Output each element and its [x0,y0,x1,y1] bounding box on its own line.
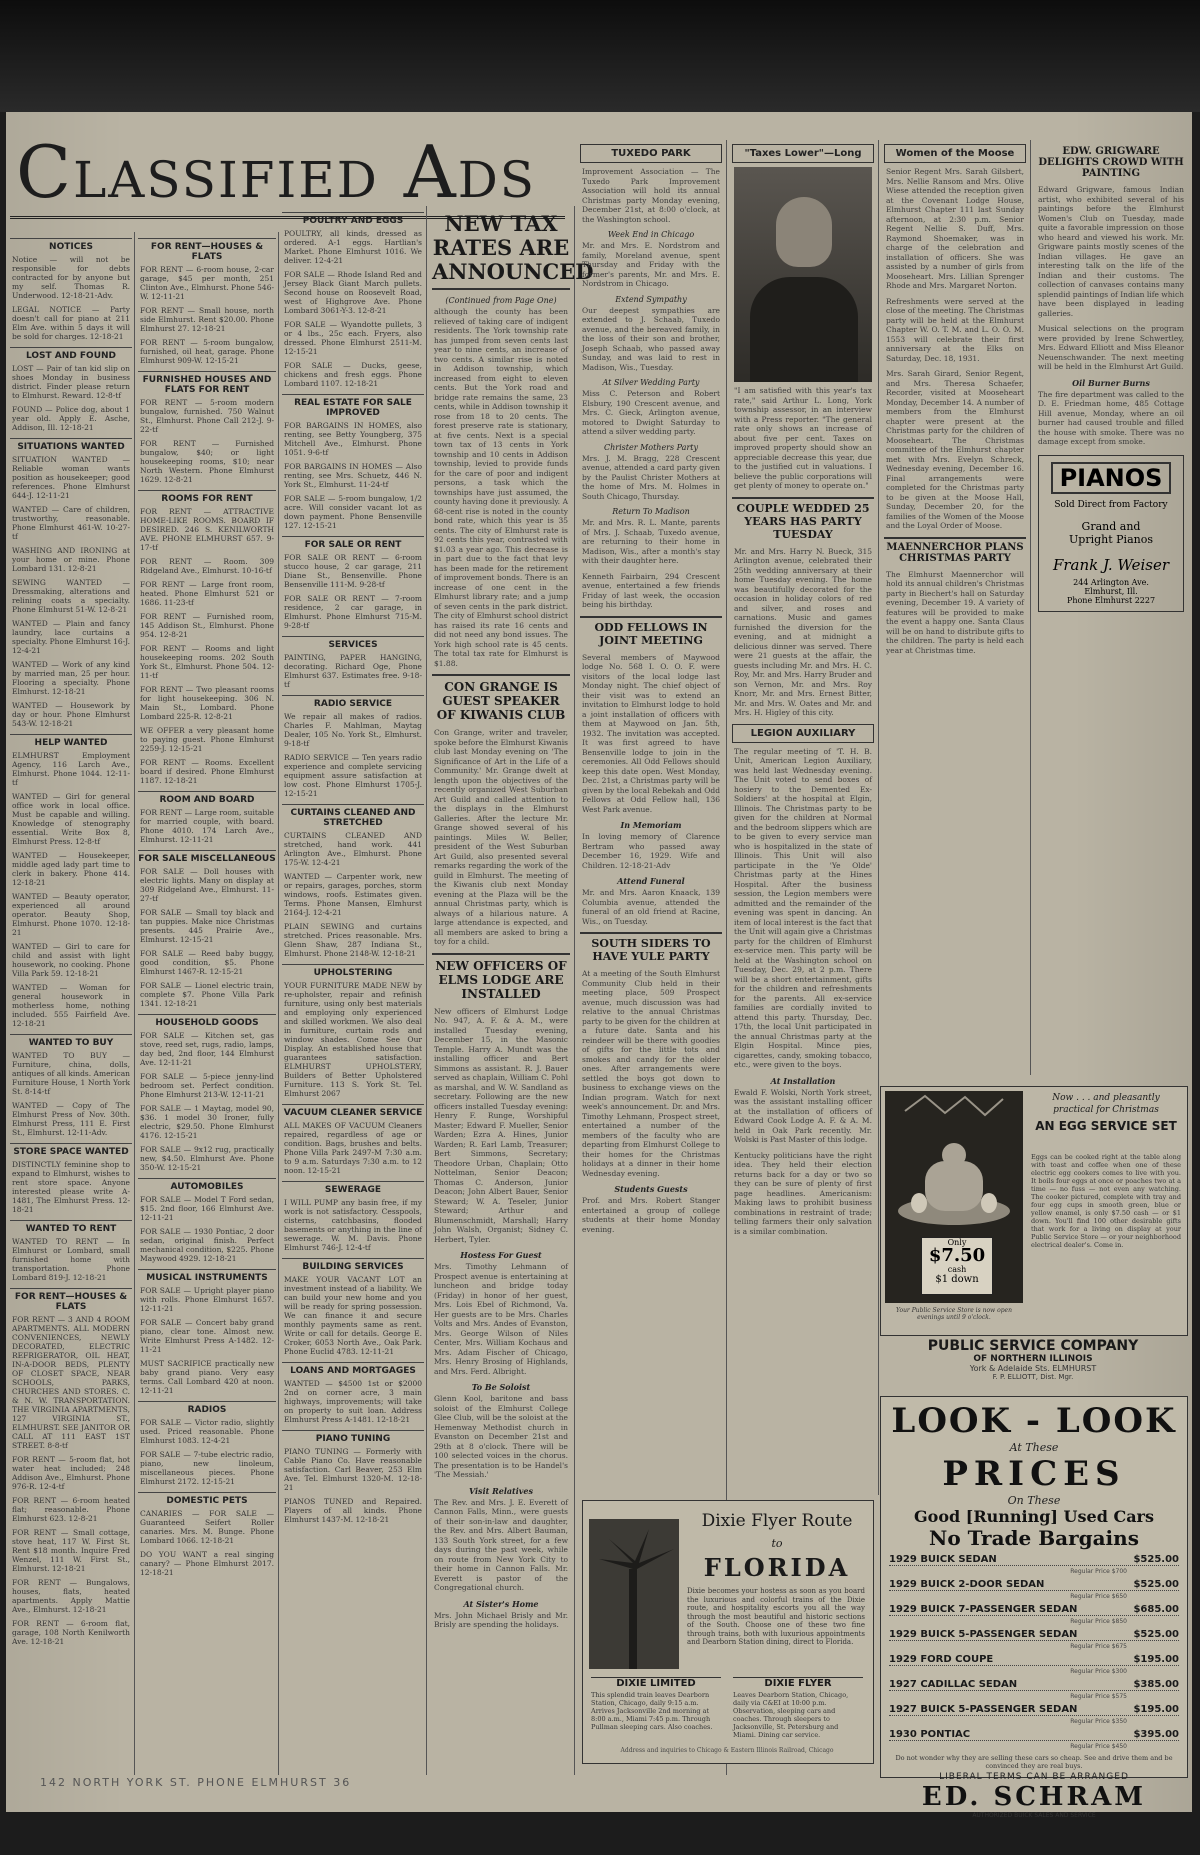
classified-ad: WANTED — Girl to care for child and assist with light housework, no cooking. Phone Villa Park 59. 12-18-21 [12,942,130,978]
car-name: 1929 BUICK 5-PASSENGER SEDAN [889,1629,1078,1640]
section-heading: FOR RENT—HOUSES & FLATS [10,1288,132,1312]
women-moose-body-1: Senior Regent Mrs. Sarah Gilsbert, Mrs. Nellie Ransom and Mrs. Olive Wiese attended the reception given at the Covenant Lodge House, Elmhurst Chapter 111 last Sunday afternoon, at 2:30 p.m. Senior Regent Nellie S. Duff, Mrs. Raymond Shoemaker, was in charge of the celebration and installation of officers. She was assisted by a number of girls from Mooseheart. Mrs. Lillian Sprenger Rhode and Mrs. Margaret Norton. [886,167,1024,290]
sister-home-headline: At Sister's Home [463,1598,539,1609]
pianos-ad [1038,455,1184,612]
classified-ad: WANTED — Beauty operator, experienced all around operator. Beauty Shop, Elmhurst. Phone 1070. 12-18-21 [12,892,130,937]
funeral-body: Mr. and Mrs. Aaron Knaack, 139 Columbia avenue, attended the funeral of an old friend at Racine, Wis., on Tuesday. [582,888,720,926]
at-these: At These [1009,1441,1059,1454]
car-price: $525.00 [1133,1554,1179,1565]
dixie-headline: Dixie Flyer Route [701,1511,853,1531]
classified-ad: WANTED — Work of any kind by married man, 25 per hour. Flooring a specialty. Phone Elmhurst. 12-18-21 [12,660,130,696]
oil-burner-headline: Oil Burner Burns [1072,377,1150,388]
maennerchor-body: The Elmhurst Maennerchor will hold its annual children's Christmas party in Biechert's hall on Saturday evening, December 19. A variety of features will be provided to make the event a happy one. Santa Claus will be on hand to distribute gifts to the children. The party is held each year at Christmas time. [886,569,1024,655]
classified-ad: POULTRY, all kinds, dressed as ordered. A-1 eggs. Hartlian's Market. Phone Elmhurst 1016. We deliver. 12-4-21 [284,229,422,265]
dealer-sub: AUTHORIZED BUICK SALES AND SERVICE [972,1812,1096,1819]
car-name: 1929 BUICK 7-PASSENGER SEDAN [889,1604,1078,1615]
classified-ad: WASHING AND IRONING at your home or mine. Phone Lombard 131. 12-8-21 [12,546,130,573]
classified-ad: FOR SALE — Concert baby grand piano, clear tone. Almost new. Write Elmhurst Press A-1482. 12-11-21 [140,1318,274,1354]
grigware-body-1: Edward Grigware, famous Indian artist, who exhibited several of his paintings before the Elmhurst Women's Club on Tuesday, made quite a favorable impression on those who heard and viewed his work. Mr. Grigware paints mostly scenes of the Indian villages. He gave an interesting talk on the life of the Indian and their customs. The collection of canvases contains many splendid paintings of Indian life which have been displayed in leading galleries. [1038,185,1184,318]
section-heading: ROOMS FOR RENT [138,490,276,504]
section-heading: FOR SALE MISCELLANEOUS [138,850,276,864]
classified-ad: FOR RENT — Bungalows, houses, flats, heated apartments. Apply Mattie Ave., Elmhurst. 12-18-21 [12,1578,130,1614]
tuxedo-body-5: Mrs. J. M. Bragg, 228 Crescent avenue, attended a card party given by the Paulist Christer Mothers at the home of Mrs. M. Holmes in South Chicago, Thursday. [582,453,720,501]
car-regular-price: Regular Price $300 [1070,1668,1127,1675]
pianos-body: Grand and Upright Pianos [1069,519,1153,546]
company-manager: F. P. ELLIOTT, Dist. Mgr. [992,1373,1074,1381]
classified-ad: FOR RENT — 6-room heated flat; reasonable. Phone Elmhurst 623. 12-8-21 [12,1496,130,1523]
section-heading: SERVICES [282,636,424,650]
continued-note: (Continued from Page One) [445,296,557,305]
tuxedo-body-7: Kenneth Fairbairn, 294 Crescent avenue, entertained a few friends Friday of last week, the occasion being his birthday. [582,571,720,609]
pianos-city: Elmhurst, Ill. [1084,586,1138,596]
price-tag [921,1237,993,1295]
dealer-name: ED. SCHRAM [921,1782,1147,1812]
elms-lodge-body: New officers of Elmhurst Lodge No. 947, A. F. & A. M., were installed Tuesday evening, December 15, in the Masonic Temple. Harry A. Mundt was the installing officer and Bert Simmons as assistant. R. J. Bauer served as chaplain, William C. Pohl as marshal, and W. W. Sandland as secretary. Following are the new officers installed Tuesday evening: Henry F. Runge, Worshipful Master; Edward F. Mueller, Senior Warden; Ezra A. Hines, Junior Warden; R. Earl Lamb, Treasurer; Bert Simmons, Secretary; Theodore Urban, Chaplain; Otto Nottelman, Senior Deacon; Thomas C. Anderson, Junior Deacon; John Albert Bauer, Senior Steward; W. A. Teseler, Junior Steward; Arthur and Blumenschmidt, Marshall; Harry John Walsh, Organist; Sidney C. Herbert, Tyler. [434,1006,568,1244]
car-regular-price: Regular Price $850 [1070,1618,1127,1625]
car-price: $525.00 [1133,1579,1179,1590]
car-listing [889,1554,1179,1566]
car-listing [889,1629,1179,1641]
sister-home-body: Mrs. John Michael Brisly and Mr. Brisly are spending the holidays. [434,1610,568,1629]
dixie-body: Dixie becomes your hostess as soon as you board the luxurious and colorful trains of the Dixie route, and hospitality escorts you all the way through the most beautiful and historic sections of the South. Choose one of these two fine through trains, both with luxurious appointments and Dearborn Station dining, direct to Florida. [687,1587,865,1646]
filler-body: Kentucky politicians have the right idea. They held their election returns back for a day or two so they can be sure of plenty of first page headlines. Americanism: Making laws to prohibit business combinations in restraint of trade; telling farmers their only salvation is a similar combination. [734,1150,872,1236]
classified-ad: FOR SALE — Wyandotte pullets, 3 or 4 lbs., 25c each. Fryers, also dressed. Phone Elmhurst 2511-M. 12-15-21 [284,320,422,356]
classified-ad: WANTED — Carpenter work, new or repairs, garages, porches, storm windows, roofs. Estimates given. Terms. Phone Mansen, Elmhurst 2164-J. 12-4-21 [284,872,422,917]
car-regular-price: Regular Price $450 [1070,1743,1127,1750]
section-heading: ROOM AND BOARD [138,791,276,805]
classified-column-1 [8,232,135,1775]
classified-ad: PIANO TUNING — Formerly with Cable Piano Co. Have reasonable satisfaction. Carl Beaver, 253 Elm Ave. Tel. Elmhurst 1320-M. 12-18-21 [284,1447,422,1492]
tuxedo-sub-6: Return To Madison [612,507,690,516]
classified-ad: FOR RENT — 5-room modern bungalow, furnished. 750 Walnut St., Elmhurst. Phone Call 212-J. 9-22-tf [140,398,274,434]
tuxedo-body-1: Improvement Association — The Tuxedo Park Improvement Association will hold its annual Christmas party Monday evening, December 21st, at 8:00 o'clock, at the Washington school. [582,167,720,224]
classified-ad: FOR SALE — Rhode Island Red and Jersey Black Giant March pullets. Second house on Roosevelt Road, west of Highgrove Ave. Phone Lombard 3061-Y-3. 12-8-21 [284,270,422,315]
car-name: 1929 BUICK SEDAN [889,1554,997,1565]
elms-lodge-headline: NEW OFFICERS OF ELMS LODGE ARE INSTALLED [432,953,570,1001]
classified-ad: PIANOS TUNED and Repaired. Players of all kinds. Phone Elmhurst 1437-M. 12-18-21 [284,1497,422,1524]
classified-ad: FOR SALE — Lionel electric train, complete $7. Phone Villa Park 1341. 12-18-21 [140,981,274,1008]
news-column-taxes-lower [728,140,879,1495]
car-price: $525.00 [1133,1629,1179,1640]
portrait-photo [734,167,872,382]
egg-ad-headline: AN EGG SERVICE SET [1035,1119,1177,1133]
car-regular-price: Regular Price $700 [1070,1568,1127,1575]
oil-burner-body: The fire department was called to the D. E. Friedman home, 485 Cottage Hill avenue, Monday, where an oil burner had caused trouble and filled the house with smoke. There was no damage except from smoke. [1038,389,1184,446]
car-price: $195.00 [1133,1654,1179,1665]
classified-ad: FOR SALE — Upright player piano with rolls. Phone Elmhurst 1657. 12-11-21 [140,1286,274,1313]
section-heading: CURTAINS CLEANED AND STRETCHED [282,804,424,828]
legion-auxiliary-headline: LEGION AUXILIARY [732,724,874,743]
car-price: $685.00 [1133,1604,1179,1615]
classified-ad: FOR SALE — Doll houses with electric lights. Many on display at 309 Ridgeland Ave., Elmhurst. 11-27-tf [140,867,274,903]
car-price: $195.00 [1133,1704,1179,1715]
classified-ad: WANTED — $4500 1st or $2000 2nd on corner acre, 3 main highways, improvements; will take on property to suit loan. Address Elmhurst Press A-1481. 12-18-21 [284,1379,422,1424]
classified-ad: FOR SALE — 5-room bungalow, 1/2 acre. Will consider vacant lot as down payment. Phone Bensenville 127. 12-15-21 [284,494,422,530]
classified-ad: FOR SALE — Kitchen set, gas stove, reed set, rugs, radio, lamps, day bed, 2nd floor, 144 Elmhurst Ave. 12-11-21 [140,1031,274,1067]
section-heading: PIANO TUNING [282,1430,424,1444]
classified-ad: FOR SALE — 9x12 rug, practically new, $4.50. Elmhurst Ave. Phone 350-W. 12-15-21 [140,1145,274,1172]
public-service-company [880,1338,1186,1381]
car-name: 1927 CADILLAC SEDAN [889,1679,1018,1690]
women-moose-headline: Women of the Moose [884,144,1026,163]
section-heading: REAL ESTATE FOR SALE IMPROVED [282,394,424,418]
car-listing [889,1604,1179,1616]
classified-ad: MAKE YOUR VACANT LOT an investment instead of a liability. We can build your new home and you will be ready for spring possession. We can finance it and secure monthly payments same as rent. Write or call for details. George E. Croker, 6053 North Ave., Oak Park. Phone Euclid 4783. 12-11-21 [284,1275,422,1356]
yule-party-headline: SOUTH SIDERS TO HAVE YULE PARTY [580,932,722,963]
egg-service-ad [880,1086,1188,1336]
section-heading: UPHOLSTERING [282,964,424,978]
car-price: $385.00 [1133,1679,1179,1690]
classified-ad: RADIO SERVICE — Ten years radio experience and complete servicing equipment assure satisfaction at low cost. Phone Elmhurst 1705-J. 12-15-21 [284,753,422,798]
soloist-headline: To Be Soloist [471,1382,531,1392]
classified-ad: WANTED — Care of children, trustworthy, reasonable. Phone Elmhurst 461-W. 10-27-tf [12,505,130,541]
car-name: 1929 FORD COUPE [889,1654,994,1665]
classified-ad: FOR RENT — Furnished room, 145 Addison St., Elmhurst. Phone 954. 12-8-21 [140,612,274,639]
classified-ad: FOR SALE — 1 Maytag, model 90, $36. 1 model 30 Ironer, fully electric, $29.50. Phone Elmhurst 4176. 12-15-21 [140,1104,274,1140]
section-heading: LOST AND FOUND [10,347,132,361]
car-name: 1929 BUICK 2-DOOR SEDAN [889,1579,1045,1590]
egg-ad-tagline-2: practical for Christmas [1053,1105,1159,1115]
car-regular-price: Regular Price $650 [1070,1593,1127,1600]
installation-headline: At Installation [770,1075,836,1086]
classified-ad: WANTED TO RENT — In Elmhurst or Lombard, small furnished home with transportation. Phone Lombard 819-J. 12-18-21 [12,1237,130,1282]
classified-ad: SEWING WANTED — Dressmaking, alterations and relining coats a specialty. Phone Elmhurst 51-W. 12-8-21 [12,578,130,614]
classified-ad: SITUATION WANTED — Reliable woman wants position as housekeeper; good references. Phone Elmhurst 644-J. 12-11-21 [12,455,130,500]
classified-ad: FOR RENT — Two pleasant rooms for light housekeeping. 306 N. Main St., Lombard. Phone Lombard 225-R. 12-8-21 [140,685,274,721]
tuxedo-body-2: Mr. and Mrs. E. Nordstrom and family, Moreland avenue, spent Thursday and Friday with the former's parents, Mr. and Mrs. E. Nordstrom in Chicago. [582,241,720,288]
classified-ad: FOR BARGAINS IN HOMES — Also renting, see Mrs. Schuetz, 446 N. York St., Elmhurst. 11-24-tf [284,462,422,489]
classified-ad: FOR RENT — 6-room house, 2-car garage, $45 per month, 251 Clinton Ave., Elmhurst. Phone 546-W. 12-11-21 [140,265,274,301]
pianos-phone: Phone Elmhurst 2227 [1066,595,1156,605]
no-trade-bargains: No Trade Bargains [929,1526,1139,1550]
yule-party-body: At a meeting of the South Elmhurst Community Club held in their meeting place, 509 Prospect avenue, much discussion was had relative to the annual Christmas party to be given for the children at a future date. Santa and his reindeer will be there with goodies of gifts for the little tots and smokes and candy for the older ones. After arrangements were settled the boys got down to business to exchange views on the Indian program. Watch for next week's announcement. Dr. and Mrs. Timothy Lehmann, Prospect street, entertained a number of the members of the faculty who are departing from Elmhurst College to their homes for the Christmas holidays at a dinner in their home Wednesday evening. [582,969,720,1178]
on-these: On These [1007,1494,1061,1507]
tuxedo-sub-5: Christer Mothers Party [603,442,698,452]
classified-ad: FOR RENT — 5-room bungalow, furnished, oil heat, garage. Phone Elmhurst 909-W. 12-15-21 [140,338,274,365]
classified-ad: PLAIN SEWING and curtains stretched. Prices reasonable. Mrs. Glenn Shaw, 287 Indiana St., Elmhurst. Phone 2148-W. 12-18-21 [284,922,422,958]
maennerchor-headline: MAENNERCHOR PLANS CHRISTMAS PARTY [884,537,1026,564]
section-heading: BUILDING SERVICES [282,1258,424,1272]
section-heading: LOANS AND MORTGAGES [282,1362,424,1376]
dixie-limited-title: DIXIE LIMITED [591,1677,721,1689]
palm-tree-icon [589,1519,679,1669]
classified-ad: WANTED — Copy of The Elmhurst Press of Nov. 30th. Elmhurst Press, 111 E. First St., Elmhurst. 12-11-Adv. [12,1101,130,1137]
look-headline: LOOK - LOOK [891,1401,1177,1441]
egg-ad-tagline-1: Now . . . and pleasantly [1052,1093,1160,1103]
section-heading: FOR SALE OR RENT [282,536,424,550]
classified-ad: WANTED — Housekeeper, middle aged lady part time to clerk in bakery. Phone 414. 12-18-21 [12,851,130,887]
classified-ad: FOR SALE — Victor radio, slightly used. Priced reasonable. Phone Elmhurst 1083. 12-4-21 [140,1418,274,1445]
cars-note: Do not wonder why they are selling these cars so cheap. See and drive them and be convinced they are real buys. [895,1754,1173,1770]
memoriam-headline: In Memoriam [620,820,682,830]
tax-rates-headline: NEW TAX RATES ARE ANNOUNCED [432,212,570,290]
classified-ad: FOR RENT — Large front room, heated. Phone Elmhurst 521 or 1686. 11-23-tf [140,580,274,607]
funeral-headline: Attend Funeral [617,876,685,886]
price-cash: cash [947,1265,967,1274]
classified-ad: FOR RENT — Rooms. Excellent board if desired. Phone Elmhurst 1187. 12-18-21 [140,758,274,785]
classified-ad: YOUR FURNITURE MADE NEW by re-upholster, repair and refinish furniture, using only best materials and employing only experienced and skilled workmen. We also deal in furniture, curtain rods and window shades. Come See Our Display. An established house that guarantees satisfaction. ELMHURST UPHOLSTERY, Builders of Better Upholstered Furniture. 113 S. York St. Tel. Elmhurst 2067 [284,981,422,1098]
portrait-suit [750,277,858,382]
tuxedo-sub-3: Extend Sympathy [615,294,687,304]
classified-ad: FOR RENT — Small house, north side Elmhurst. Rent $20.00. Phone Elmhurst 27. 12-18-21 [140,306,274,333]
dixie-flyer-ad [582,1500,874,1764]
tuxedo-body-6: Mr. and Mrs. R. L. Mante, parents of Mrs. J. Schaab, Tuxedo avenue, are returning to their home in Madison, Wis., after a month's stay with their daughter here. [582,518,720,565]
section-heading: FOR RENT—HOUSES & FLATS [138,238,276,262]
classified-ad: CANARIES — FOR SALE — Guaranteed Seifert Roller canaries. Mrs. M. Bunge. Phone Lombard 1066. 12-18-21 [140,1509,274,1545]
women-moose-body-3: Mrs. Sarah Girard, Senior Regent, and Mrs. Theresa Schaefer, Recorder, visited at Mooseheart Monday, December 14. A number of members from the Elmhurst chapter were present at the Christmas party for the children of Mooseheart. The Christmas committee of the Elmhurst chapter met with Mrs. Evelyn Schreck, Wednesday evening, December 16. Final arrangements were completed for the Christmas party to be given at the Moose Hall, Sunday, December 20, for the families of the Women of the Moose and the Loyal Order of Moose. [886,369,1024,530]
taxes-lower-caption-title: "Taxes Lower"—Long [732,144,874,163]
section-heading: DOMESTIC PETS [138,1492,276,1506]
classified-ad: FOR SALE — 1930 Pontiac, 2 door sedan, original finish. Perfect mechanical condition, $225. Phone Maywood 4929. 12-18-21 [140,1227,274,1263]
section-heading: WANTED TO BUY [10,1034,132,1048]
classified-ad: FOR RENT — ATTRACTIVE HOME-LIKE ROOMS. BOARD IF DESIRED. 246 S. KENILWORTH AVE. PHONE ELMHURST 657. 9-17-tf [140,507,274,552]
section-heading: HELP WANTED [10,734,132,748]
classified-ad: FOR SALE — Model T Ford sedan, $15. 2nd floor, 166 Elmhurst Ave. 12-11-21 [140,1195,274,1222]
women-moose-body-2: Refreshments were served at the close of the meeting. The Christmas party will be held at the Elmhurst Chapter W. O. T. M. and L. O. O. M. 1553 will celebrate their first anniversary at the Elks on Saturday, Dec. 18, 1931. [886,296,1024,363]
car-listing [889,1579,1179,1591]
classified-ad: FOR SALE OR RENT — 7-room residence, 2 car garage, in Elmhurst. Phone Elmhurst 715-M. 9-28-tf [284,594,422,630]
section-heading: STORE SPACE WANTED [10,1143,132,1157]
dixie-limited-body: This splendid train leaves Dearborn Station, Chicago, daily 9:15 a.m. Arrives Jacksonville 2nd morning at 8:00 a.m., Miami 7:45 p.m. Through Pullman sleeping cars. Also coaches. [591,1691,713,1731]
section-heading: SEWERAGE [282,1181,424,1195]
dixie-to: to [771,1537,783,1550]
car-list [881,1554,1187,1750]
prices-headline: PRICES [942,1454,1126,1494]
tuxedo-body-4: Miss C. Peterson and Robert Elsbury, 190 Crescent avenue, and Mrs. C. Gieck, Arlington avenue, motored to Dwight Saturday to attend a silver wedding party. [582,389,720,436]
classified-ad: FOR SALE — 7-tube electric radio, piano, new linoleum, miscellaneous pieces. Phone Elmhurst 2172. 12-15-21 [140,1450,274,1486]
relatives-body: The Rev. and Mrs. J. E. Everett of Cannon Falls, Minn., were guests of their son-in-law and daughter, the Rev. and Mrs. Albert Bauman, 133 South York street, for a few days during the past week, while on route from New York City to their home in Cannon Falls. Mr. Everett is pastor of the Congregational church. [434,1497,568,1592]
classified-ad: FOR RENT — Room. 309 Ridgeland Ave., Elmhurst. 10-16-tf [140,557,274,575]
section-heading: POULTRY AND EGGS [282,212,424,226]
tax-rates-body: although the county has been relieved of taking care of indigent residents. The York township rate has jumped from seven cents last year to nine cents, an increase of two cents. A similar rise is noted in Addison township, which increased from eight to eleven cents. But the York road and bridge rate remains the same, 23 cents, while in Addison township it rose from 18 to 20 cents. The forest preserve rate is stationary, at five cents. Next is a special town tax of 13 cents in York township and 10 cents in Addison township, levied to provide funds for the care of poor and indigent persons, a task which the townships have just assumed, the county having done it previously. A 68-cent rise is noted in the county bond rate, which this year is 35 cents. The city of Elmhurst rate is 92 cents this year, contrasted with $1.03 a year ago. This decrease is in part due to the fact that levy has been made for the retirement of improvement bonds. There is an increase of one cent in the Elmhurst library rate; and a jump of seven cents in the park district. The city of Elmhurst school district has raised its rate 16 cents and did not need any bond issues. The York high school rate is 45 cents. The total tax rate for Elmhurst is $1.88. [434,307,568,668]
relatives-headline: Visit Relatives [468,1485,534,1496]
classified-ad: LOST — Pair of tan kid slip on shoes Monday in business district. Finder please return to Elmhurst. Reward. 12-8-tf [12,364,130,400]
palm-tree-illustration [589,1519,679,1669]
classified-ad: WANTED — Plain and fancy laundry, lace curtains a specialty. Phone Elmhurst 16-J. 12-4-21 [12,619,130,655]
couple-wedded-body: Mr. and Mrs. Harry N. Bueck, 315 Arlington avenue, celebrated their 25th wedding anniversary at their home Tuesday evening. The home was beautifully decorated for the occasion in holiday colors of red and silver, and roses and carnations. Music and games furnished the diversion for the evening, and at midnight a delicious dinner was served. There were 21 guests at the affair, the guests including Mr. and Mrs. H. C. Roy, Mr. and Mrs. Harry Bruder and son Vernon, Mr. and Mrs. Roy Knorr, Mr. and Mrs. Ernest Bitter, Mr. and Mrs. W. Oates and Mr. and Mrs. H. Higley of this city. [734,546,872,717]
section-heading: NOTICES [10,238,132,252]
kiwanis-headline: CON GRANGE IS GUEST SPEAKER OF KIWANIS CLUB [432,674,570,722]
car-regular-price: Regular Price $575 [1070,1693,1127,1700]
section-heading: FURNISHED HOUSES AND FLATS FOR RENT [138,371,276,395]
car-name: 1927 BUICK 5-PASSENGER SEDAN [889,1704,1078,1715]
dixie-destination: FLORIDA [703,1553,851,1582]
grigware-body-2: Musical selections on the program were provided by Irene Schwertley, Mrs. Edward Elliott and Miss Eleanor Neuenschwander. The next meeting will be held in the Elmhurst Art Guild. [1038,324,1184,371]
classified-column-3 [280,206,427,1775]
car-name: 1930 PONTIAC [889,1729,971,1740]
classified-ad: FOUND — Police dog, about 1 year old. Apply E. Asche, Addison, Ill. 12-18-21 [12,405,130,432]
classified-ad: FOR RENT — 3 AND 4 ROOM APARTMENTS. ALL MODERN CONVENIENCES, NEWLY DECORATED, ELECTRIC REFRIGERATOR, OIL HEAT, IN-A-DOOR BEDS, PLENTY OF CLOSET SPACE, NEAR SCHOOLS, PARKS, CHURCHES AND STORES. C. & N. W. TRANSPORTATION. THE VIRGINIA APARTMENTS, 127 VIRGINIA ST., ELMHURST. SEE JANITOR OR CALL AT 111 EAST 1ST STREET. 8-8-tf [12,1315,130,1450]
couple-wedded-headline: COUPLE WEDDED 25 YEARS HAS PARTY TUESDAY [732,497,874,541]
company-region: OF NORTHERN ILLINOIS [973,1354,1093,1364]
classified-ad: WE OFFER a very pleasant home to paying guest. Phone Elmhurst 2259-J. 12-15-21 [140,726,274,753]
students-headline: Students Guests [614,1184,688,1194]
price-only: Only [947,1238,967,1247]
hostess-body: Mrs. Timothy Lehmann of Prospect avenue is entertaining at luncheon and bridge today (Friday) in honor of her guest, Mrs. Lois Ebel of Richmond, Va. Her guests are to be Mrs. Charles Volts and Mrs. Andes of Evanston, Mrs. George Wilson of Niles Center, Mrs. William Kochaus and Mrs. Adam Fischer of Chicago, Mrs. Henry Brosing of Highlands, and Mrs. Ferd. Albright. [434,1262,568,1376]
classified-ad: FOR SALE — 5-piece jenny-lind bedroom set. Perfect condition. Phone Elmhurst 213-W. 12-11-21 [140,1072,274,1099]
classified-ad: ELMHURST Employment Agency, 116 Larch Ave., Elmhurst. Phone 1044. 12-11-tf [12,751,130,787]
tuxedo-sub-4: At Silver Wedding Party [602,378,700,387]
memoriam-body: In loving memory of Clarence Bertram who passed away December 16, 1929. Wife and Children. 12-18-21-Adv [582,832,720,870]
students-body: Prof. and Mrs. Robert Stanger entertained a group of college students at their home Monday evening. [582,1196,720,1234]
good-used-cars: Good [Running] Used Cars [913,1507,1154,1526]
section-heading: RADIO SERVICE [282,695,424,709]
section-heading: WANTED TO RENT [10,1220,132,1234]
soloist-body: Glenn Kool, baritone and bass soloist of the Elmhurst College Glee Club, will be the soloist at the Hemenway Methodist church in Evanston on December 21st and 29th at 8 o'clock. There will be 100 selected voices in the chorus. The presentation is to be Handel's 'The Messiah.' [434,1394,568,1479]
kiwanis-body: Con Grange, writer and traveler, spoke before the Elmhurst Kiwanis club last Monday evening on 'The Significance of Art in the Life of a Community.' Mr. Grange dwelt at length upon the objectives of the recently organized West Suburban Art Guild and called attention to the displays in the Elmhurst Galleries. After the lecture Mr. Grange showed several of his paintings. Miles W. Beller, president of the West Suburban Art Guild, also presented several remarks regarding the work of the guild in Elmhurst. The meeting of the Kiwanis club next Monday evening at the Plaza will be the annual Christmas party, which is always of a hilarious nature. A large attendance is expected, and all members are asked to bring a toy for a child. [434,728,568,946]
classified-ad: WANTED — Girl for general office work in local office. Must be capable and willing. Knowledge of stenography essential. Write Box 8, Elmhurst Press. 12-8-tf [12,792,130,846]
car-regular-price: Regular Price $675 [1070,1643,1127,1650]
banner-title: Classified Ads [16,130,537,214]
classified-ad: PAINTING, PAPER HANGING, decorating. Richard Oge, Phone Elmhurst 637. Estimates free. 9-18-tf [284,653,422,689]
news-column-tax-rates [428,206,594,1775]
section-heading: VACUUM CLEANER SERVICE [282,1104,424,1118]
classified-ad: FOR RENT — Small cottage, stove heat, 117 W. First St. Rent $18 month. Inquire Fred Wenzel, 111 W. First St., Elmhurst. 12-18-21 [12,1528,130,1573]
classified-ad: FOR RENT — 5-room flat, hot water heat included; 248 Addison Ave., Elmhurst. Phone 976-R. 12-4-tf [12,1455,130,1491]
car-listing [889,1654,1179,1666]
tuxedo-body-3: Our deepest sympathies are extended to J. Schaab, Tuxedo avenue, and the bereaved family, in the loss of their son and brother, Joseph Schaab, who passed away Sunday, and was laid to rest in Madison, Wis., Tuesday. [582,305,720,372]
egg-ad-body: Eggs can be cooked right at the table along with toast and coffee when one of these electric egg cookers comes to live with you. It boils four eggs at once or poaches two at a time — no fuss — not even any watching. The cooker pictured, complete with tray and four egg cups in smooth green, blue or yellow enamel, is only $7.50 cash — or $1 down. You'll find 100 other desirable gifts that work for a living on display at your Public Service Store — or your neighborhood electrical dealer's. Come in. [1031,1153,1181,1249]
hostess-headline: Hostess For Guest [460,1250,542,1260]
classified-ad: We repair all makes of radios. Charles F. Mahlman, Maytag Dealer, 105 No. York St., Elmhurst. 9-18-tf [284,712,422,748]
news-column-grigware [1032,140,1190,1075]
classified-ad: FOR SALE — Ducks, geese, chickens and fresh eggs. Phone Lombard 1107. 12-18-21 [284,361,422,388]
classified-ad: Notice — will not be responsible for debts contracted for by anyone but my self. Thomas R. Underwood. 12-18-21-Adv. [12,255,130,300]
classified-column-2 [136,232,279,1775]
company-address: York & Adelaide Sts. ELMHURST [969,1364,1097,1373]
page-footer: 142 NORTH YORK ST. PHONE ELMHURST 36 [40,1776,352,1789]
classified-ad: FOR RENT — Large room, suitable for married couple, with board. Phone 4010. 174 Larch Ave., Elmhurst. 12-11-21 [140,808,274,844]
classified-ad: CURTAINS CLEANED AND stretched, hand work. 441 Arlington Ave., Elmhurst. Phone 175-W. 12-4-21 [284,831,422,867]
dixie-flyer-title: DIXIE FLYER [733,1677,863,1689]
price-value: $7.50 [928,1245,986,1266]
section-heading: AUTOMOBILES [138,1178,276,1192]
classified-ad: FOR RENT — 6-room flat, garage, 108 North Kenilworth Ave. 12-18-21 [12,1619,130,1646]
section-heading: MUSICAL INSTRUMENTS [138,1269,276,1283]
pianos-dealer: Frank J. Weiser [1052,555,1170,574]
car-regular-price: Regular Price $350 [1070,1718,1127,1725]
classified-ad: WANTED TO BUY — Furniture, china, dolls, antiques of all kinds. American Furniture House, 1 North York St. 8-14-tf [12,1051,130,1096]
classified-ad: MUST SACRIFICE practically new baby grand piano. Very easy terms. Call Lombard 420 at noon. 12-11-21 [140,1359,274,1395]
car-listing [889,1704,1179,1716]
taxes-lower-quote: "I am satisfied with this year's tax rate," said Arthur L. Long, York township assessor, in an interview with a Press reporter. "The general rate only shows an increase of about five per cent. Taxes on improved property should show an appreciable decrease this year, due to the justified cut in valuations. I believe the public corporations will get plenty of money to operate on." [734,386,872,490]
installation-body: Ewald F. Wolski, North York street, was the assistant installing officer at the installation of officers of Edward Cook Lodge A. F. & A. M. held in Oak Park recently. Mr. Wolski is Past Master of this lodge. [734,1087,872,1144]
news-column-women-moose [880,140,1031,1075]
classified-ad: FOR SALE — Small toy black and tan puppies. Make nice Christmas presents. 445 Prairie Ave., Elmhurst. 12-15-21 [140,908,274,944]
dixie-flyer-body: Leaves Dearborn Station, Chicago, daily via C&EI at 10:00 p.m. Observation, sleeping cars and coaches. Through sleepers to Jacksonville, St. Petersburg and Miami. Dining car service. [733,1691,849,1739]
odd-fellows-body: Several members of Maywood lodge No. 568 I. O. O. F. were visitors of the local lodge last Monday night. The chief object of their visit was to extend an invitation to Elmhurst lodge to hold a joint installation of officers with them at Maywood on Jan. 5th, 1932. The invitation was accepted. It was first agreed to have Bensenville lodge to join in the ceremonies. All Odd Fellows should keep this date open. West Monday, Dec. 21st, a Christmas party will be given by the local Rebekah and Odd Fellows at Odd Fellow hall, 136 West Park avenue. [582,652,720,814]
classified-ad: ALL MAKES OF VACUUM Cleaners repaired, regardless of age or condition. Bags, brushes and belts. Phone Villa Park 2497-M 7:30 a.m. to 9 a.m. Saturdays 7:30 a.m. to 12 noon. 12-15-21 [284,1121,422,1175]
classified-ad: DO YOU WANT a real singing canary? — Phone Elmhurst 2017. 12-18-21 [140,1550,274,1577]
pianos-address: 244 Arlington Ave. [1073,577,1149,587]
dixie-footer: Address and inquiries to Chicago & Eastern Illinois Railroad, Chicago [620,1747,834,1754]
classified-ad: WANTED — Housework by day or hour. Phone Elmhurst 543-W. 12-18-21 [12,701,130,728]
tuxedo-sub-2: Week End in Chicago [607,230,695,239]
pianos-headline: PIANOS [1051,462,1171,494]
classified-ad: FOR RENT — Furnished bungalow, $40; or light housekeeping rooms, $10; near North Western. Phone Elmhurst 1629. 12-8-21 [140,439,274,484]
classified-ad: I WILL PUMP any basin free, if my work is not satisfactory. Cesspools, cisterns, catchbasins, flooded basements or anything in the line of sewerage. W. M. Davis. Phone Elmhurst 746-J. 12-4-tf [284,1198,422,1252]
price-down: $1 down [935,1274,979,1285]
cars-terms: LIBERAL TERMS CAN BE ARRANGED [939,1772,1129,1782]
legion-auxiliary-body: The regular meeting of 'T. H. B. Unit, American Legion Auxiliary, was held last Wednesday evening. The Unit voted to send boxes of hosiery to the Demented Ex-Soldiers' at the hospital at Elgin, Illinois. The Christmas party to be given for the children at Normal and the bedroom slippers which are to be given to every service man who is hospitalized in the state of Illinois. This Unit will also participate in the 'Ye Olde' Christmas party at the Hines Hospital. After the business session, the Legion members were admitted and the remainder of the evening was spent in dancing. An item of local interest is the fact that the Unit will again give a Christmas party for the children of Elmhurst ex-service men. This party will be held at the Washington school on Tuesday, Dec. 29, at 2 p.m. There will be a short entertainment, gifts for the children and refreshments for the parents. All ex-service families are cordially invited to attend this party. Thursday, Dec. 17th, the local Unit participated in the annual Christmas party at the Elgin Hospital. Mince pies, cigarettes, candy, smoking tobacco, etc., were given to the boys. [734,746,872,1069]
classified-ad: FOR SALE — Reed baby buggy, good condition, $5. Phone Elmhurst 1467-R. 12-15-21 [140,949,274,976]
section-heading: SITUATIONS WANTED [10,438,132,452]
classified-ad: DISTINCTLY feminine shop to expand to Elmhurst, wishes to rent store space. Anyone interested please write A-1481, The Elmhurst Press. 12-18-21 [12,1160,130,1214]
tuxedo-park-headline: TUXEDO PARK [580,144,722,163]
classified-ad: FOR RENT — Rooms and light housekeeping rooms. 202 South York St., Elmhurst. Phone 504. 12-11-tf [140,644,274,680]
company-name: PUBLIC SERVICE COMPANY [927,1338,1139,1354]
classified-ad: FOR SALE OR RENT — 6-room stucco house, 2 car garage, 211 Diane St., Bensenville. Phone Bensenville 111-M. 9-28-tf [284,553,422,589]
pianos-sub: Sold Direct from Factory [1054,499,1168,510]
section-heading: HOUSEHOLD GOODS [138,1014,276,1028]
used-cars-ad [880,1396,1188,1819]
classified-ad: WANTED — Woman for general housework in motherless home, nothing included. 555 Fairfield Ave. 12-18-21 [12,983,130,1028]
grigware-headline: EDW. GRIGWARE DELIGHTS CROWD WITH PAINTING [1038,146,1184,179]
odd-fellows-headline: ODD FELLOWS IN JOINT MEETING [580,616,722,647]
scan-top-shadow [0,0,1200,112]
classified-ad: FOR BARGAINS IN HOMES, also renting, see Betty Youngberg, 375 Mitchell Ave., Elmhurst. Phone 1051. 9-6-tf [284,421,422,457]
portrait-face [776,197,832,267]
classified-ad: LEGAL NOTICE — Party doesn't call for piano at 211 Elm Ave. within 5 days it will be sold for charges. 12-18-21 [12,305,130,341]
car-price: $395.00 [1133,1729,1179,1740]
section-heading: RADIOS [138,1401,276,1415]
car-listing [889,1679,1179,1691]
car-listing [889,1729,1179,1741]
store-hours-note: Your Public Service Store is now open evenings until 9 o'clock. [896,1307,1012,1321]
